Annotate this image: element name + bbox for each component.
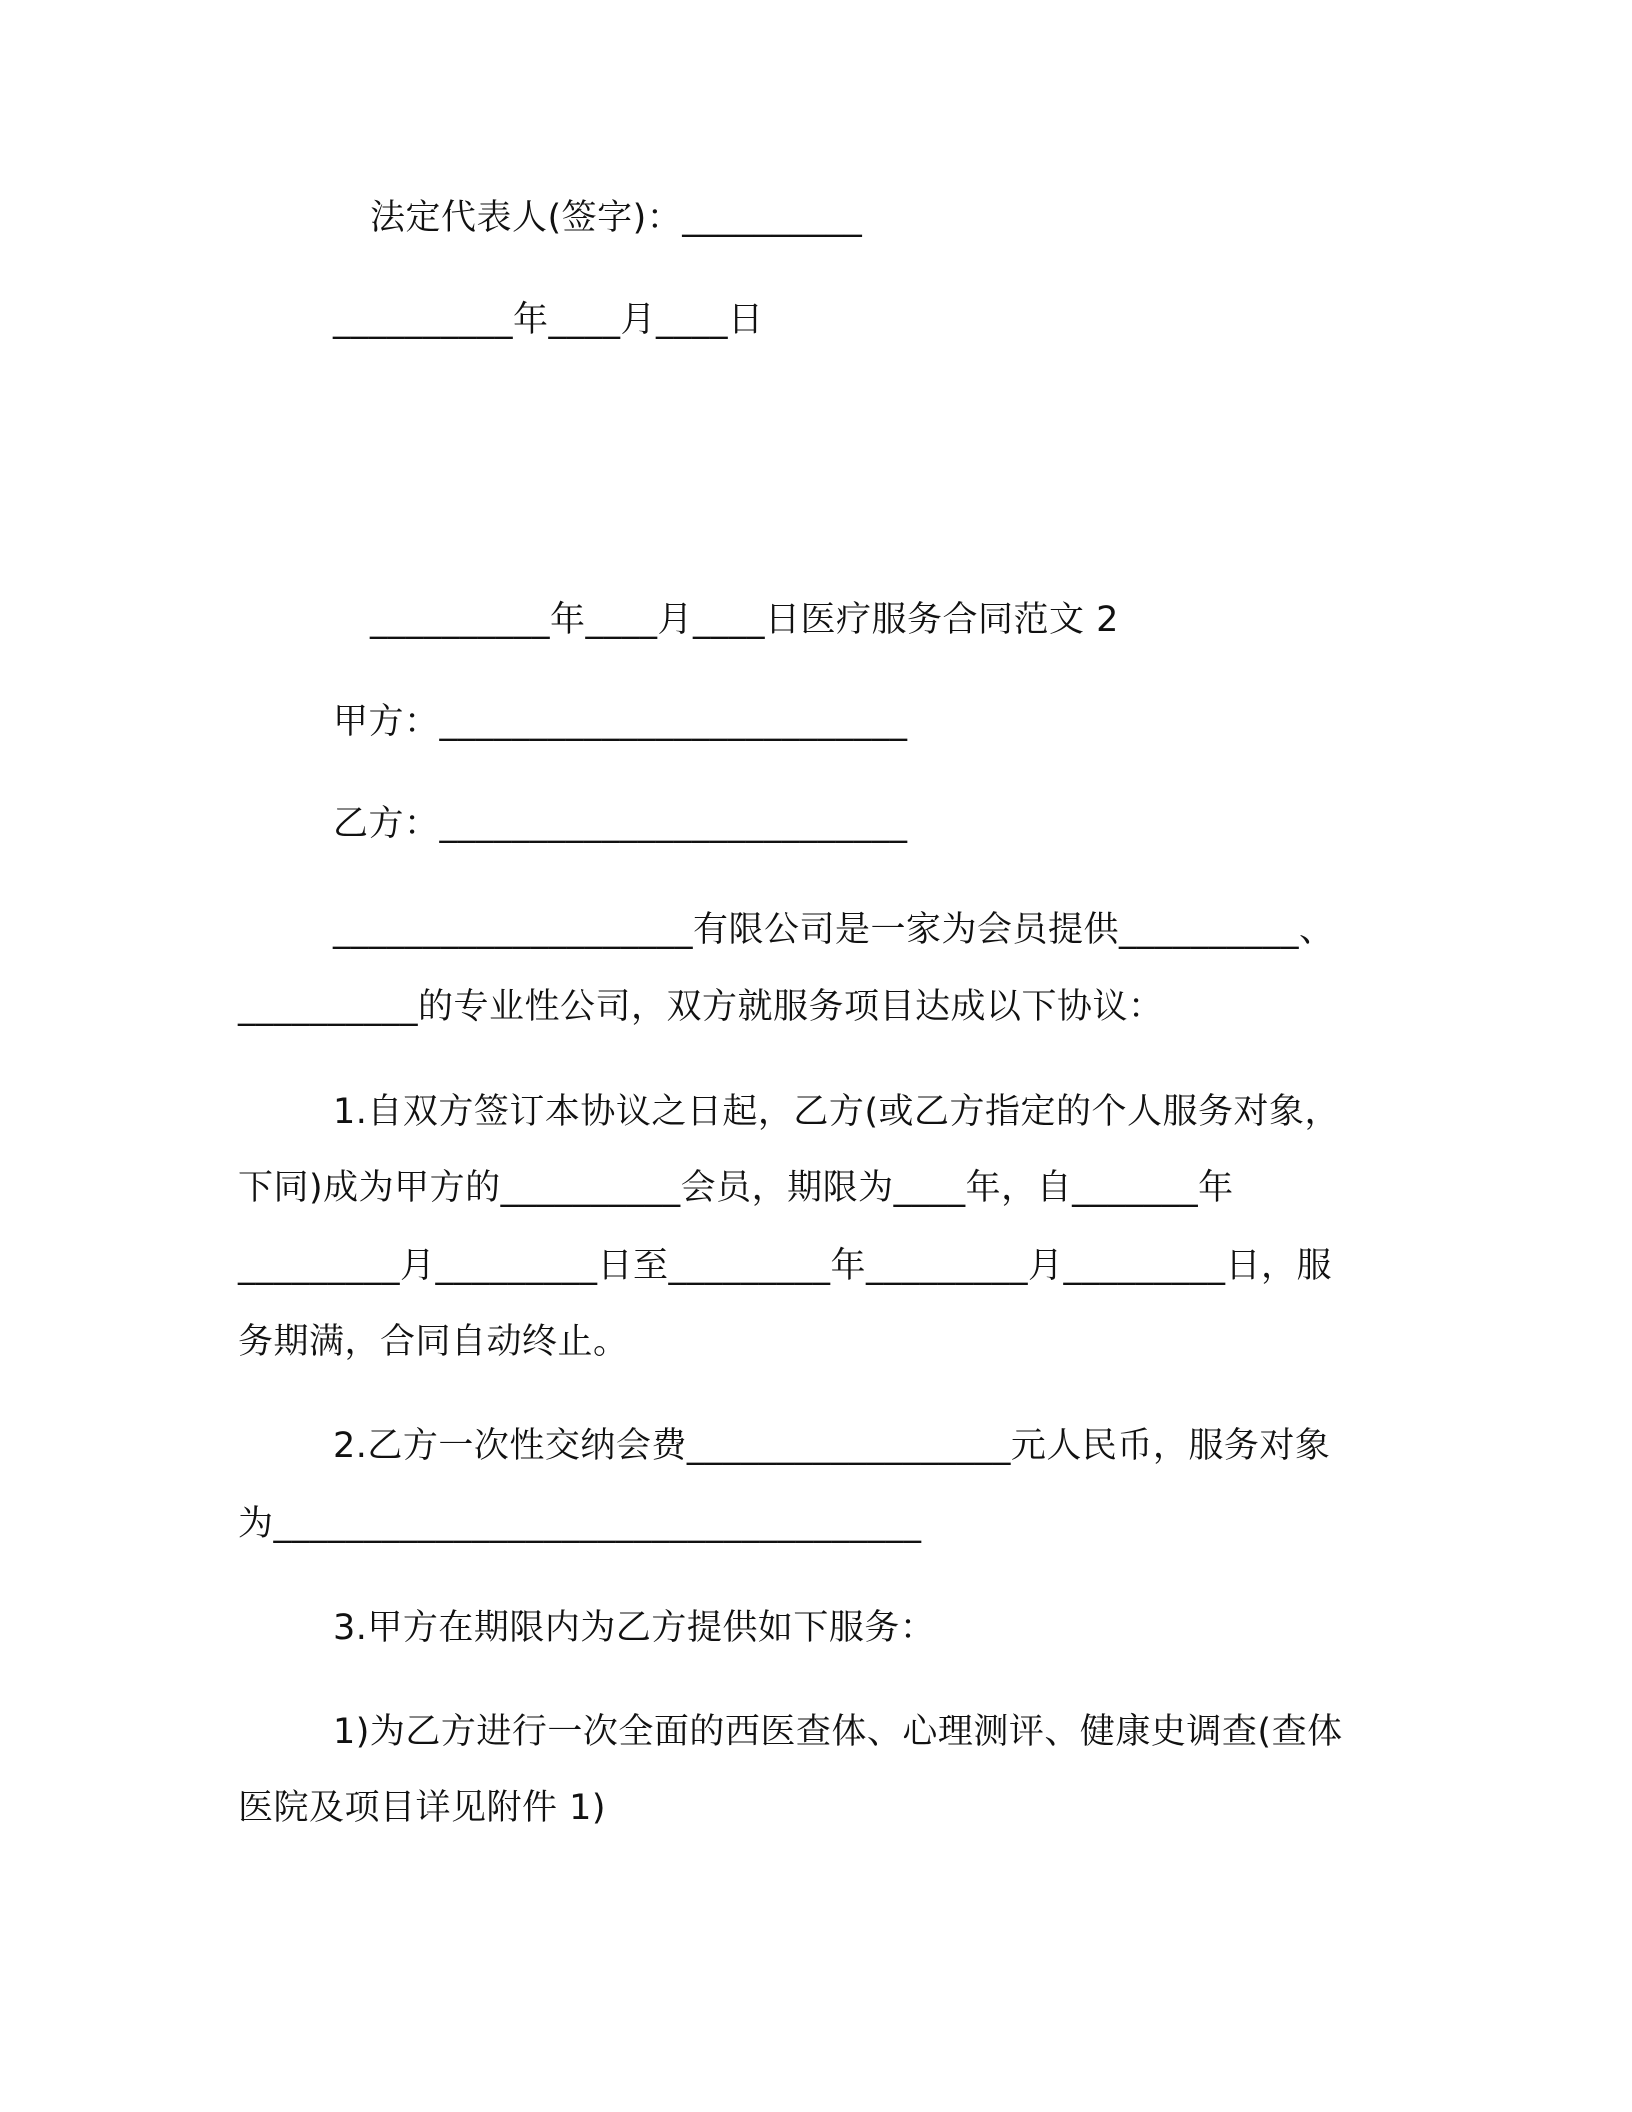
clause-1-line-3: _________月_________日至_________年_________月_________日，服 bbox=[238, 1246, 1333, 1286]
intro-paragraph-line-2: __________的专业性公司，双方就服务项目达成以下协议： bbox=[238, 987, 1164, 1027]
party-a-line: 甲方：__________________________ bbox=[333, 702, 908, 742]
clause-1-line-1: 1.自双方签订本协议之日起，乙方(或乙方指定的个人服务对象， bbox=[333, 1092, 1341, 1132]
clause-1-line-4: 务期满，合同自动终止。 bbox=[238, 1322, 629, 1362]
intro-paragraph-line-1: ____________________有限公司是一家为会员提供__________、 bbox=[333, 910, 1335, 950]
clause-1-line-2: 下同)成为甲方的__________会员，期限为____年，自_______年 bbox=[238, 1168, 1234, 1208]
date-line-1: __________年____月____日 bbox=[333, 300, 764, 340]
service-item-1-line-2: 医院及项目详见附件 1) bbox=[238, 1788, 607, 1828]
legal-representative-signature-line: 法定代表人(签字)：__________ bbox=[370, 198, 863, 238]
contract-title: __________年____月____日医疗服务合同范文 2 bbox=[370, 600, 1119, 640]
service-item-1-line-1: 1)为乙方进行一次全面的西医查体、心理测评、健康史调查(查体 bbox=[333, 1712, 1343, 1752]
clause-3-heading: 3.甲方在期限内为乙方提供如下服务： bbox=[333, 1608, 936, 1648]
party-b-line: 乙方：__________________________ bbox=[333, 804, 908, 844]
clause-2-line-2: 为____________________________________ bbox=[238, 1504, 922, 1544]
clause-2-line-1: 2.乙方一次性交纳会费__________________元人民币，服务对象 bbox=[333, 1426, 1331, 1466]
